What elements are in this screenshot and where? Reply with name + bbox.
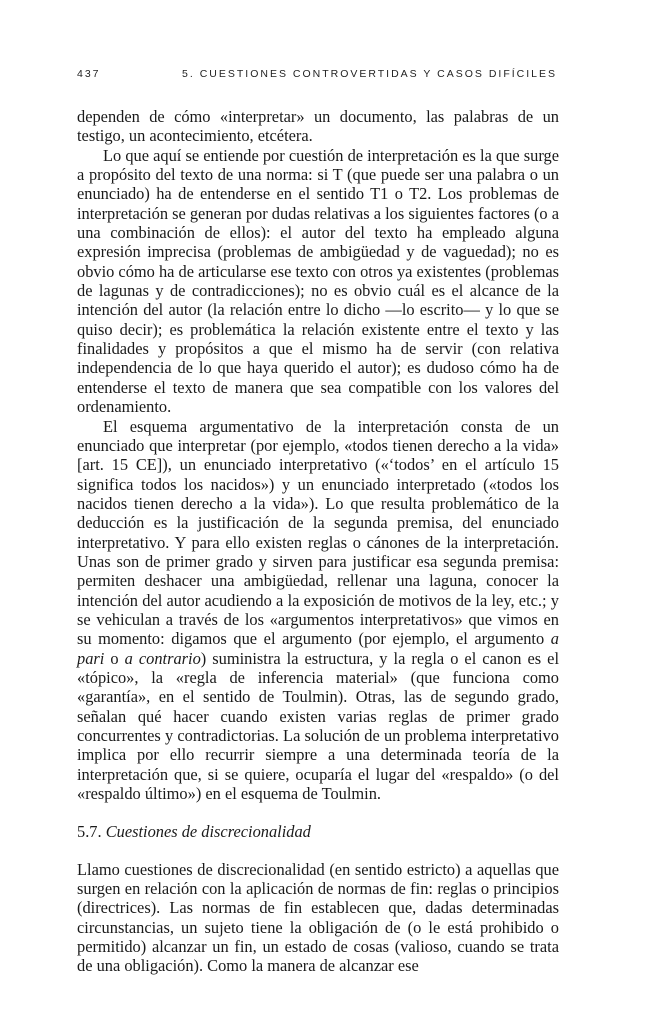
section-heading [77,822,559,841]
paragraph-1: dependen de cómo «interpretar» un documento, las palabras de un testigo, un acontecimiento, etcétera. [77,107,559,146]
page-number: 437 [77,68,101,80]
paragraph-3-part-1: El esquema argumentativo de la interpretación consta de un enunciado que interpretar (por ejemplo, «todos tienen derecho a la vida» [art. 15 CE]), un enunciado interpretativo («‘todos’ en el artículo 15 significa todos los nacidos») y un enunciado interpretado («todos los nacidos tienen derecho a la vida»). Lo que resulta problemático de la deducción es la justificación de la segunda premisa, del enunciado interpretativo. Y para ello existen reglas o cánones de la interpretación. Unas son de primer grado y sirven para justificar esa segunda premisa: permiten deshacer una ambigüedad, rellenar una laguna, conocer la intención del autor acudiendo a la exposición de motivos de la ley, etc.; y se vehiculan a través de los «argumentos interpretativos» que vimos en su momento: digamos que el argumento (por ejemplo, el argumento [77,416,559,649]
running-head [77,68,557,84]
paragraph-3 [77,417,559,804]
section-number: 5.7. [77,822,102,842]
paragraph-3-part-2: o [104,648,125,668]
paragraph-3-italic-a-contrario: a contrario [124,648,201,668]
paragraph-3-part-3: ) suministra la estructura, y la regla o el canon es el «tópico», la «regla de inferencia material» (que funciona como «garantía», en el sentido de Toulmin). Otras, las de segundo grado, señalan qué hacer cuando existen varias reglas de primer grado concurrentes y contradictorias. La solución de un problema interpretativo implica por ello recurrir siempre a una determinada teoría de la interpretación que, si se quiere, ocuparía el lugar del «respaldo» (o del «respaldo último») en el esquema de Toulmin. [77,648,560,804]
paragraph-4: Llamo cuestiones de discrecionalidad (en sentido estricto) a aquellas que surgen en relación con la aplicación de normas de fin: reglas o principios (directrices). Las normas de fin establecen que, dadas determinadas circunstancias, un sujeto tiene la obligación de (o le está prohibido o permitido) alcanzar un fin, un estado de cosas (valioso, cuando se trata de una obligación). Como la manera de alcanzar ese [77,859,559,976]
section-title: Cuestiones de discrecionalidad [105,822,311,842]
body-text [77,107,559,976]
paragraph-3-italic-a-pari: a pari [77,629,559,668]
paragraph-2: Lo que aquí se entiende por cuestión de interpretación es la que surge a propósito del texto de una norma: si T (que puede ser una palabra o un enunciado) ha de entenderse en el sentido T1 o T2. Los problemas de interpretación se generan por dudas relativas a los siguientes factores (o a una combinación de ellos): el autor del texto ha empleado alguna expresión imprecisa (problemas de ambigüedad y de vaguedad); no es obvio cómo ha de articularse ese texto con otros ya existentes (problemas de lagunas y de contradicciones); no es obvio cuál es el alcance de la intención del autor (la relación entre lo dicho —lo escrito— y lo que se quiso decir); es problemática la relación existente entre el texto y las finalidades y propósitos a que el mismo ha de servir (con relativa independencia de lo que haya querido el autor); es dudoso cómo ha de entenderse el texto de manera que sea compatible con los valores del ordenamiento. [77,145,560,417]
chapter-title: 5. CUESTIONES CONTROVERTIDAS Y CASOS DIFÍCILES [182,68,557,80]
